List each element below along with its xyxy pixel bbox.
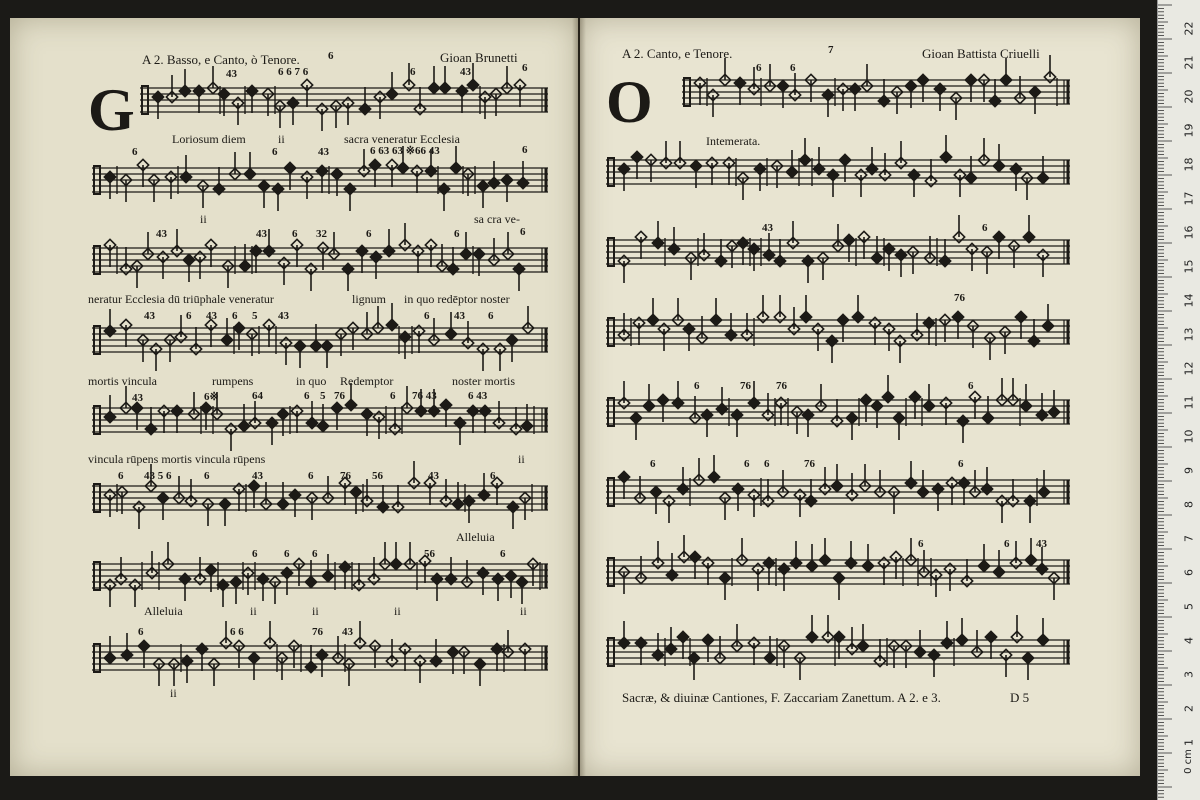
figure: 43 xyxy=(342,626,353,638)
figure: 6 xyxy=(118,470,124,482)
figure: 6 xyxy=(490,470,496,482)
ruler-number: 7 xyxy=(1182,535,1196,542)
figure: 6 xyxy=(308,470,314,482)
figure: 76 xyxy=(740,380,751,392)
music-staff xyxy=(92,303,548,371)
figure: 43 xyxy=(144,310,155,322)
ruler-number: 10 xyxy=(1182,429,1196,444)
figure: 76 xyxy=(954,292,965,304)
figure: 76 xyxy=(776,380,787,392)
figure: 6 xyxy=(982,222,988,234)
ruler-number: 18 xyxy=(1182,157,1196,172)
figure: 43 xyxy=(156,228,167,240)
lyric: lignum xyxy=(352,292,387,306)
ruler-number: 5 xyxy=(1182,603,1196,610)
lyric: ii xyxy=(200,212,207,226)
figure: 76 xyxy=(340,470,351,482)
figure: 64 xyxy=(252,390,263,402)
ruler-number: 20 xyxy=(1182,89,1196,104)
figure: 5 xyxy=(252,310,258,322)
figure: 43 xyxy=(132,392,143,404)
music-staff xyxy=(606,295,1070,363)
music-staff xyxy=(606,135,1070,200)
figure: 43 xyxy=(762,222,773,234)
figure: 6 xyxy=(522,62,528,74)
lyric: ii xyxy=(520,604,527,618)
figure: 56 xyxy=(372,470,383,482)
signature-mark: D 5 xyxy=(1010,690,1030,705)
lyric: in quo redēptor noster xyxy=(404,292,510,306)
ruler-number: 9 xyxy=(1182,467,1196,474)
figure: 6 xyxy=(694,380,700,392)
figure: 76 43 xyxy=(412,390,437,402)
figure: 43 xyxy=(256,228,267,240)
figure: 43 xyxy=(460,66,471,78)
ruler-number: 1 xyxy=(1182,739,1196,746)
ruler-number: 19 xyxy=(1182,123,1196,138)
figure: 6 xyxy=(292,228,298,240)
music-staff xyxy=(606,535,1070,600)
lyric: rumpens xyxy=(212,374,254,388)
figure: 6 43 xyxy=(468,390,488,402)
ruler-unit-label: 0 cm xyxy=(1182,749,1194,774)
figure: 6 xyxy=(790,62,796,74)
lyric: ii xyxy=(278,132,285,146)
lyric: noster mortis xyxy=(452,374,515,388)
lyric: sa cra ve- xyxy=(474,212,520,226)
figure: 6 xyxy=(424,310,430,322)
ruler-number: 15 xyxy=(1182,259,1196,274)
figure: 43 xyxy=(454,310,465,322)
ruler-number: 2 xyxy=(1182,705,1196,712)
figure: 6 xyxy=(500,548,506,560)
figure: 6 xyxy=(488,310,494,322)
figure: 6 xyxy=(756,62,762,74)
music-staff xyxy=(682,55,1070,120)
figure: 6 xyxy=(522,144,528,156)
lyric: ii xyxy=(518,452,525,466)
music-staff xyxy=(606,375,1070,443)
music-staff xyxy=(606,215,1070,283)
right-head-figure: 7 xyxy=(828,44,834,56)
figure: 6 xyxy=(744,458,750,470)
figure: 6 xyxy=(764,458,770,470)
figure: 56 xyxy=(424,548,435,560)
lyric: ii xyxy=(312,604,319,618)
figure: 6 xyxy=(958,458,964,470)
running-footer: Sacræ, & diuinæ Cantiones, F. Zaccariam Zanettum. A 2. e 3. xyxy=(622,690,941,705)
ruler-number: 16 xyxy=(1182,225,1196,240)
left-initial-letter: G xyxy=(88,77,135,143)
figure: 32 xyxy=(316,228,327,240)
figure: 6 xyxy=(304,390,310,402)
music-staff xyxy=(92,542,548,607)
figure: 43 xyxy=(278,310,289,322)
ruler-number: 12 xyxy=(1182,361,1196,376)
figure: 6 6 7 6 xyxy=(278,66,309,78)
lyric: sacra veneratur Ecclesia xyxy=(344,132,460,146)
figure: 6 xyxy=(252,548,258,560)
left-composer: Gioan Brunetti xyxy=(440,50,518,65)
figure: 43 5 6 xyxy=(144,470,172,482)
figure: 6 6 xyxy=(230,626,244,638)
figure: 6 xyxy=(186,310,192,322)
lyric: ii xyxy=(170,686,177,700)
figure: 6 63 63 ※66 43 xyxy=(370,145,440,157)
lyric: ii xyxy=(250,604,257,618)
figure: 6 xyxy=(232,310,238,322)
left-voices-heading: A 2. Basso, e Canto, ò Tenore. xyxy=(142,52,300,67)
figure: 6 xyxy=(1004,538,1010,550)
figure: 76 xyxy=(312,626,323,638)
figure: 6 xyxy=(204,470,210,482)
ruler-number: 3 xyxy=(1182,671,1196,678)
figure: 6 xyxy=(918,538,924,550)
ruler-number: 8 xyxy=(1182,501,1196,508)
figure: 6 xyxy=(138,626,144,638)
figure: 6 xyxy=(312,548,318,560)
figure: 6 xyxy=(520,226,526,238)
figure: 43 xyxy=(1036,538,1047,550)
lyric: vincula rūpens mortis vincula rūpens xyxy=(88,452,266,466)
music-staff xyxy=(606,455,1070,523)
ruler-number: 14 xyxy=(1182,293,1196,308)
right-initial-letter: O xyxy=(606,69,653,135)
figure: 6※ xyxy=(204,391,219,403)
ruler-number: 22 xyxy=(1182,21,1196,36)
ruler-number: 11 xyxy=(1182,395,1196,410)
figure: 6 xyxy=(272,146,278,158)
lyric: Loriosum diem xyxy=(172,132,246,146)
ruler-number: 6 xyxy=(1182,569,1196,576)
right-voices-heading: A 2. Canto, e Tenore. xyxy=(622,46,733,61)
figure: 76 xyxy=(334,390,345,402)
figure: 6 xyxy=(284,548,290,560)
left-head-figure: 6 xyxy=(328,50,334,62)
figure: 6 xyxy=(132,146,138,158)
figure: 76 xyxy=(804,458,815,470)
lyric: neratur Ecclesia dū triūphale veneratur xyxy=(88,292,274,306)
figure: 6 xyxy=(650,458,656,470)
lyric: Intemerata. xyxy=(706,134,761,148)
figure: 43 xyxy=(252,470,263,482)
figure: 43 xyxy=(428,470,439,482)
figure: 43 xyxy=(318,146,329,158)
lyric: mortis vincula xyxy=(88,374,157,388)
ruler-number: 21 xyxy=(1182,55,1196,70)
lyric: Redemptor xyxy=(340,374,394,388)
ruler-number: 4 xyxy=(1182,637,1196,644)
figure: 43 xyxy=(206,310,217,322)
ruler-number: 17 xyxy=(1182,191,1196,206)
figure: 6 xyxy=(390,390,396,402)
figure: 6 xyxy=(366,228,372,240)
right-composer: Gioan Battista Criuelli xyxy=(922,46,1040,61)
figure: 6 xyxy=(454,228,460,240)
music-staff xyxy=(140,63,548,131)
figure: 43 xyxy=(226,68,237,80)
figure: 5 xyxy=(320,390,326,402)
lyric: Alleluia xyxy=(144,604,183,618)
lyric: ii xyxy=(394,604,401,618)
music-staff xyxy=(606,615,1070,680)
ruler-number: 13 xyxy=(1182,327,1196,342)
figure: 6 xyxy=(968,380,974,392)
lyric: Alleluia xyxy=(456,530,495,544)
figure: 6 xyxy=(410,66,416,78)
lyric: in quo xyxy=(296,374,327,388)
measuring-ruler xyxy=(1157,0,1200,800)
